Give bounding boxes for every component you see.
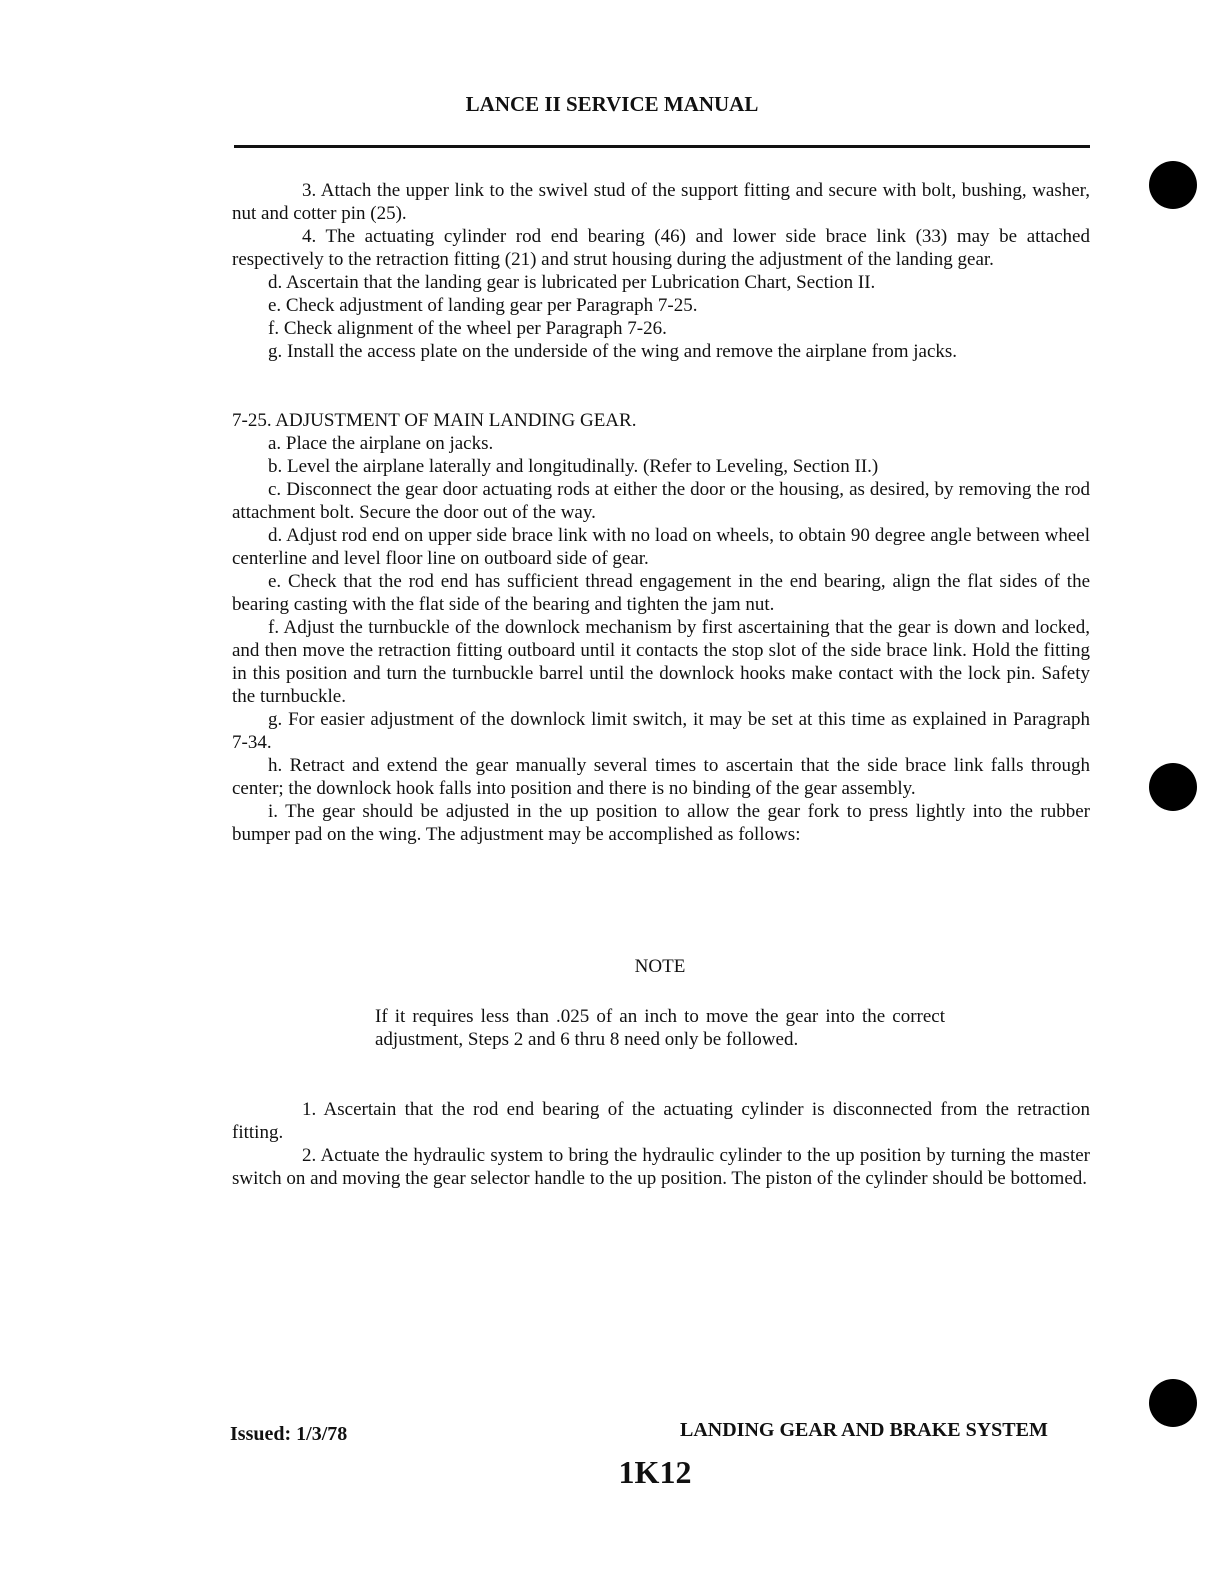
paragraph: c. Disconnect the gear door actuating rods at either the door or the housing, as desired, by removing the rod attachment bolt. Secure the door out of the way. bbox=[232, 479, 1090, 523]
paragraph: f. Adjust the turnbuckle of the downlock mechanism by first ascertaining that the gear is down and locked, and then move the retraction fitting outboard until it contacts the stop slot of the side brace link. Hold the fitting in this position and turn the turnbuckle barrel until the downlock hooks make contact with the lock pin. Safety the turnbuckle. bbox=[232, 617, 1090, 707]
issued-date: Issued: 1/3/78 bbox=[230, 1423, 348, 1445]
binder-hole bbox=[1149, 1379, 1197, 1427]
paragraph: e. Check that the rod end has sufficient thread engagement in the end bearing, align the flat sides of the bearing casting with the flat side of the bearing and tighten the jam nut. bbox=[232, 571, 1090, 615]
paragraph: h. Retract and extend the gear manually several times to ascertain that the side brace link falls through center; the downlock hook falls into position and there is no binding of the gear assembly. bbox=[232, 755, 1090, 799]
paragraph: 3. Attach the upper link to the swivel stud of the support fitting and secure with bolt, bushing, washer, nut and cotter pin (25). bbox=[232, 180, 1090, 224]
paragraph: g. Install the access plate on the underside of the wing and remove the airplane from jacks. bbox=[268, 341, 958, 362]
paragraph: f. Check alignment of the wheel per Paragraph 7-26. bbox=[268, 318, 667, 339]
binder-hole bbox=[1149, 161, 1197, 209]
paragraph: b. Level the airplane laterally and longitudinally. (Refer to Leveling, Section II.) bbox=[268, 456, 879, 477]
step-list bbox=[232, 1098, 1090, 1190]
binder-hole bbox=[1149, 763, 1197, 811]
paragraph: g. For easier adjustment of the downlock limit switch, it may be set at this time as explained in Paragraph 7-34. bbox=[232, 709, 1090, 753]
page-code: 1K12 bbox=[618, 1454, 692, 1490]
paragraph: d. Ascertain that the landing gear is lubricated per Lubrication Chart, Section II. bbox=[268, 272, 876, 293]
page-header-title: LANCE II SERVICE MANUAL bbox=[465, 92, 759, 116]
paragraph: 4. The actuating cylinder rod end bearing (46) and lower side brace link (33) may be attached respectively to the retraction fitting (21) and strut housing during the adjustment of the landing gear. bbox=[232, 226, 1090, 270]
header-rule bbox=[234, 145, 1090, 148]
paragraph: 1. Ascertain that the rod end bearing of the actuating cylinder is disconnected from the retraction fitting. bbox=[232, 1099, 1090, 1143]
paragraph: d. Adjust rod end on upper side brace link with no load on wheels, to obtain 90 degree angle between wheel centerline and level floor line on outboard side of gear. bbox=[232, 525, 1090, 569]
footer-section-title: LANDING GEAR AND BRAKE SYSTEM bbox=[680, 1419, 1048, 1441]
paragraph: a. Place the airplane on jacks. bbox=[268, 433, 494, 454]
paragraph: e. Check adjustment of landing gear per Paragraph 7-25. bbox=[268, 295, 698, 316]
section-heading: 7-25. ADJUSTMENT OF MAIN LANDING GEAR. bbox=[232, 410, 637, 431]
note-label: NOTE bbox=[634, 956, 686, 977]
paragraph: i. The gear should be adjusted in the up position to allow the gear fork to press lightly into the rubber bumper pad on the wing. The adjustment may be accomplished as follows: bbox=[232, 801, 1090, 845]
document-body bbox=[232, 179, 1090, 846]
paragraph: 2. Actuate the hydraulic system to bring the hydraulic cylinder to the up position by turning the master switch on and moving the gear selector handle to the up position. The piston of the cylinder should be bottomed. bbox=[232, 1145, 1090, 1189]
note-text: If it requires less than .025 of an inch to move the gear into the correct adjustment, Steps 2 and 6 thru 8 need only be followed. bbox=[375, 1006, 945, 1050]
